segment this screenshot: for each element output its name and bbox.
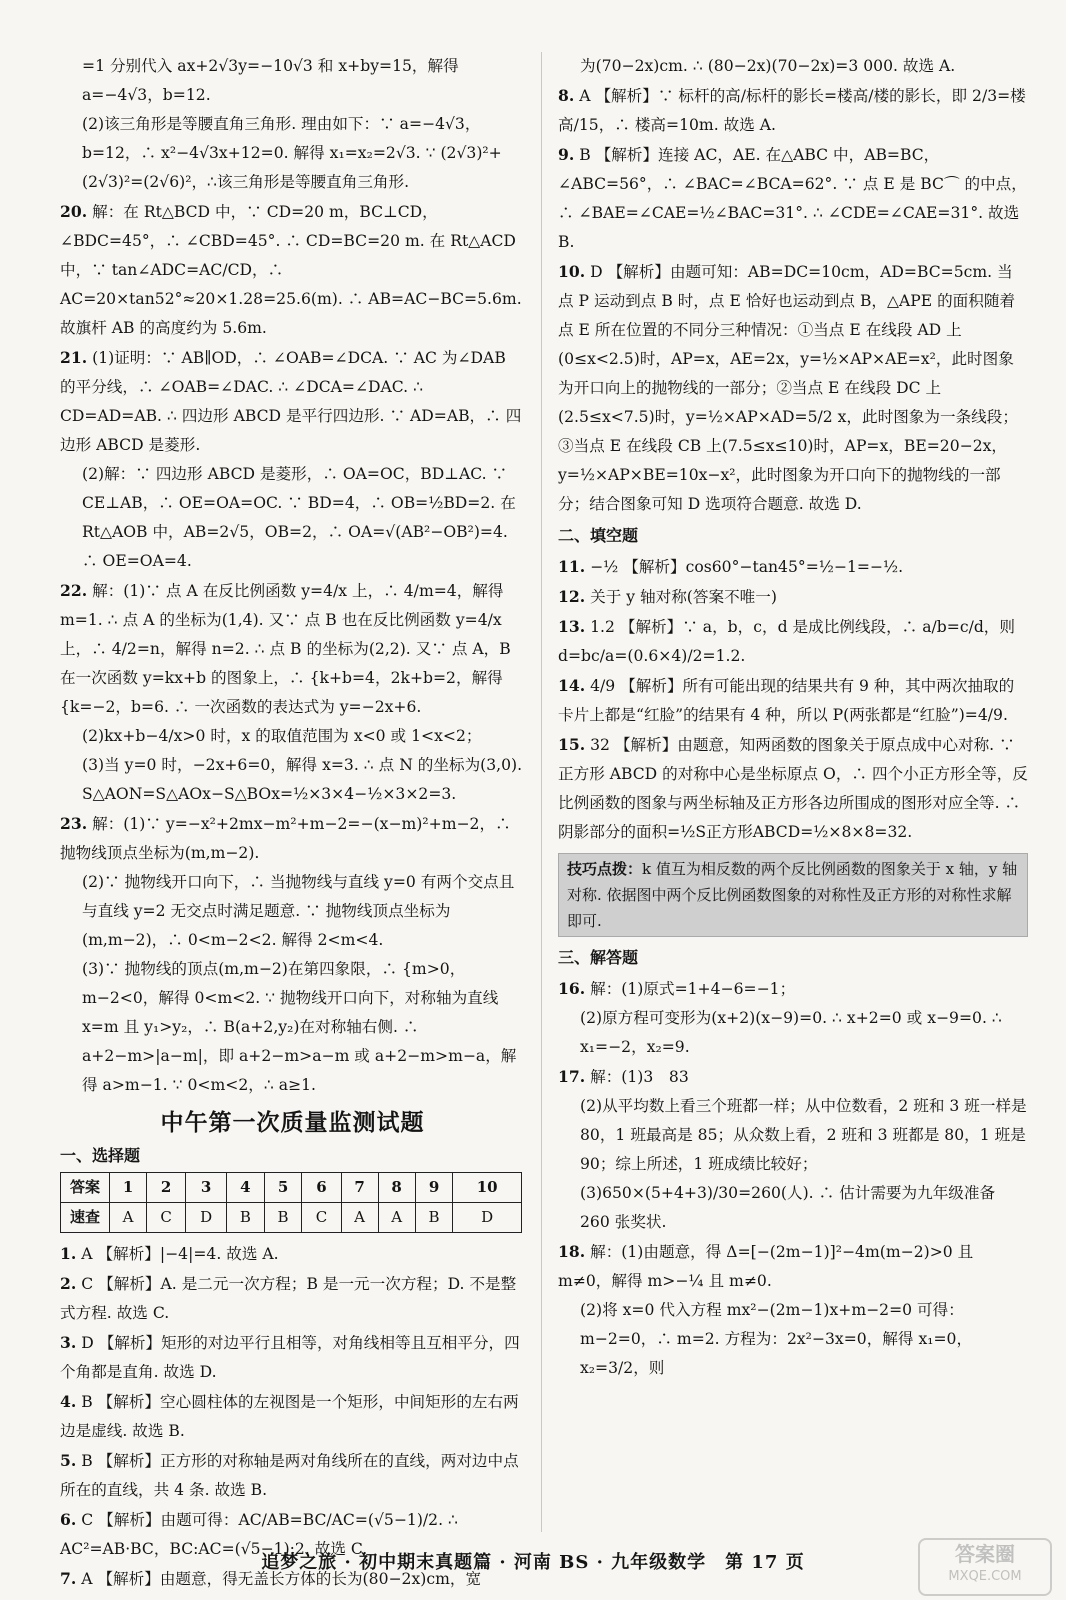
answer-paragraph [558, 612, 1028, 671]
question-number-cell: 9 [415, 1173, 453, 1203]
answer-text: (2)∵ 抛物线开口向下，∴ 当抛物线与直线 y=0 有两个交点且与直线 y=2 无交点时满足题意. ∵ 抛物线顶点坐标为(m,m−2)，∴ 0<m−2<2. 解得 2<m<4. [82, 873, 515, 949]
question-number: 4. [60, 1392, 77, 1411]
answer-paragraph [558, 671, 1028, 730]
question-number: 7. [60, 1569, 77, 1588]
answer-text: (2)解：∵ 四边形 ABCD 是菱形，∴ OA=OC，BD⊥AC. ∵ CE⊥AB，∴ OE=OA=OC. ∵ BD=4，∴ OB=½BD=2. 在 Rt△AOB 中，AB=2√5，OB=2，∴ OA=√(AB²−OB²)=4. ∴ OE=OA=4. [82, 465, 516, 570]
watermark-url: MXQE.COM [948, 1569, 1022, 1584]
answer-paragraph [558, 140, 1028, 257]
answer-paragraph [60, 722, 525, 751]
answer-text: =1 分别代入 ax+2√3y=−10√3 和 x+by=15，解得 a=−4√3，b=12. [82, 57, 459, 104]
answer-paragraph [558, 1092, 1028, 1179]
answer-text: D 【解析】矩形的对边平行且相等，对角线相等且互相平分，四个角都是直角. 故选 D. [60, 1334, 520, 1381]
answer-text: (3)∵ 抛物线的顶点(m,m−2)在第四象限，∴ {m>0，m−2<0，解得 0<m<2. ∵ 抛物线开口向下，对称轴为直线 x=m 且 y₁>y₂，∴ B(a+2,y₂)在对称轴右侧. ∴ a+2−m>|a−m|，即 a+2−m>a−m 或 a+2−m>m−a，解得 a>m−1. ∵ 0<m<2，∴ a≥1. [82, 960, 517, 1094]
answer-paragraph [60, 197, 525, 343]
right-column [558, 52, 1028, 1383]
answer-text: C 【解析】A. 是二元一次方程；B 是一元一次方程；D. 不是整式方程. 故选 C. [60, 1275, 517, 1322]
question-number: 20. [60, 202, 88, 221]
answer-text: 解：在 Rt△BCD 中，∵ CD=20 m，BC⊥CD，∠BDC=45°，∴ ∠CBD=45°. ∴ CD=BC=20 m. 在 Rt△ACD 中，∵ tan∠ADC=AC/CD，∴ AC=20×tan52°≈20×1.28=25.6(m). ∴ AB=AC−BC=5.6m. 故旗杆 AB 的高度约为 5.6m. [60, 203, 522, 337]
answer-paragraph [60, 110, 525, 197]
question-number: 10. [558, 262, 586, 281]
question-number-cell: 3 [186, 1173, 227, 1203]
answer-paragraph [558, 1237, 1028, 1296]
answer-text: D 【解析】由题可知：AB=DC=10cm，AD=BC=5cm. 当点 P 运动到点 B 时，点 E 恰好也运动到点 B，△APE 的面积随着点 E 所在位置的不同分三种情况：①当点 E 在线段 AD 上(0≤x<2.5)时，AP=x，AE=2x，y=½×AP×AE=x²，此时图象为开口向上的抛物线的一部分；②当点 E 在线段 DC 上(2.5≤x<7.5)时，y=½×AP×AD=5/2 x，此时图象为一条线段；③当点 E 在线段 CB 上(7.5≤x≤10)时，AP=x，BE=20−2x，y=½×AP×BE=10x−x²，此时图象为开口向下的抛物线的一部分；结合图象可知 D 选项符合题意. 故选 D. [558, 263, 1018, 513]
answer-text: 关于 y 轴对称(答案不唯一) [590, 588, 777, 606]
answer-paragraph [60, 460, 525, 576]
answer-table-numbers [61, 1173, 522, 1203]
answer-text: 解：(1)3 83 [590, 1068, 689, 1086]
answer-paragraph [60, 868, 525, 955]
answer-table-head: 速查 [61, 1203, 110, 1233]
answer-paragraph [558, 552, 1028, 582]
question-number-cell: 6 [302, 1173, 341, 1203]
answer-cell: B [227, 1203, 265, 1233]
answer-paragraph [558, 1004, 1028, 1062]
answer-text: A 【解析】|−4|=4. 故选 A. [81, 1245, 279, 1263]
answer-cell: D [453, 1203, 522, 1233]
answer-paragraph [60, 1446, 525, 1505]
column-divider [541, 52, 542, 1532]
question-number-cell: 4 [227, 1173, 265, 1203]
answer-text: B 【解析】正方形的对称轴是两对角线所在的直线，两对边中点所在的直线，共 4 条. 故选 B. [60, 1452, 519, 1499]
answer-text: −½ 【解析】cos60°−tan45°=½−1=−½. [590, 558, 904, 576]
tip-text: k 值互为相反数的两个反比例函数的图象关于 x 轴，y 轴对称. 依据图中两个反比例函数图象的对称性及正方形的对称性求解即可. [567, 860, 1018, 930]
question-number-cell: 8 [378, 1173, 415, 1203]
watermark-logo [918, 1538, 1052, 1596]
answer-cell: C [147, 1203, 186, 1233]
question-number: 16. [558, 979, 586, 998]
answer-text: (3)当 y=0 时，−2x+6=0，解得 x=3. ∴ 点 N 的坐标为(3,0). S△AON=S△AOx−S△BOx=½×3×4−½×3×2=3. [82, 756, 523, 803]
exam-heading: 中午第一次质量监测试题 [160, 1109, 425, 1136]
tip-box [558, 853, 1028, 937]
left-column [60, 52, 525, 1594]
question-number-cell: 1 [110, 1173, 147, 1203]
watermark-title: 答案圈 [955, 1542, 1015, 1566]
question-number-cell: 5 [264, 1173, 302, 1203]
question-number: 5. [60, 1451, 77, 1470]
answer-text: (2)将 x=0 代入方程 mx²−(2m−1)x+m−2=0 可得：m−2=0，∴ m=2. 方程为：2x²−3x=0，解得 x₁=0，x₂=3/2，则 [580, 1301, 973, 1377]
answer-cell: A [378, 1203, 415, 1233]
section-solve: 三、解答题 [558, 948, 639, 967]
answer-text: B 【解析】连接 AC，AE. 在△ABC 中，AB=BC，∠ABC=56°，∴ ∠BAC=∠BCA=62°. ∵ 点 E 是 BC⌒ 的中点，∴ ∠BAE=∠CAE=½∠BAC=31°. ∴ ∠CDE=∠CAE=31°. 故选 B. [558, 146, 1027, 251]
answer-text: (1)证明：∵ AB∥OD，∴ ∠OAB=∠DCA. ∵ AC 为∠DAB 的平分线，∴ ∠OAB=∠DAC. ∴ ∠DCA=∠DAC. ∴ CD=AD=AB. ∴ 四边形 ABCD 是平行四边形. ∵ AD=AB，∴ 四边形 ABCD 是菱形. [60, 349, 522, 454]
section-fill-in: 二、填空题 [558, 526, 639, 545]
question-number: 6. [60, 1510, 77, 1529]
answer-table-answers [61, 1203, 522, 1233]
answer-paragraph [60, 955, 525, 1100]
answer-paragraph [60, 809, 525, 868]
answer-paragraph [60, 751, 525, 809]
question-number-cell: 2 [147, 1173, 186, 1203]
answer-text: 为(70−2x)cm. ∴ (80−2x)(70−2x)=3 000. 故选 A. [580, 57, 956, 75]
question-number: 15. [558, 735, 586, 754]
solve-answers [558, 974, 1028, 1383]
left-solutions [60, 52, 525, 1100]
question-number: 9. [558, 145, 575, 164]
answer-text: 1.2 【解析】∵ a，b，c，d 是成比例线段，∴ a/b=c/d，则 d=bc/a=(0.6×4)/2=1.2. [558, 618, 1015, 665]
answer-paragraph [558, 52, 1028, 81]
answer-text: 解：(1)由题意，得 Δ=[−(2m−1)]²−4m(m−2)>0 且 m≠0，解得 m>−¼ 且 m≠0. [558, 1243, 974, 1290]
answer-table-head: 答案 [61, 1173, 110, 1203]
answer-text: (2)该三角形是等腰直角三角形. 理由如下：∵ a=−4√3，b=12，∴ x²−4√3x+12=0. 解得 x₁=x₂=2√3. ∵ (2√3)²+(2√3)²=(2√6)²，∴该三角形是等腰直角三角形. [82, 115, 502, 191]
answer-paragraph [60, 1239, 525, 1269]
answer-text: 4/9 【解析】所有可能出现的结果共有 9 种，其中两次抽取的卡片上都是“红脸”的结果有 4 种，所以 P(两张都是“红脸”)=4/9. [558, 677, 1015, 724]
answer-paragraph [558, 974, 1028, 1004]
question-number: 12. [558, 587, 586, 606]
answer-paragraph [60, 576, 525, 722]
answer-paragraph [558, 730, 1028, 847]
answer-cell: D [186, 1203, 227, 1233]
answer-text: B 【解析】空心圆柱体的左视图是一个矩形，中间矩形的左右两边是虚线. 故选 B. [60, 1393, 519, 1440]
answer-text: A 【解析】由题意，得无盖长方体的长为(80−2x)cm，宽 [81, 1570, 482, 1588]
answer-cell: B [415, 1203, 453, 1233]
answer-text: 解：(1)∵ 点 A 在反比例函数 y=4/x 上，∴ 4/m=4，解得 m=1. ∴ 点 A 的坐标为(1,4). 又∵ 点 B 也在反比例函数 y=4/x 上，∴ 4/2=n，解得 n=2. ∴ 点 B 的坐标为(2,2). 又∵ 点 A，B 在一次函数 y=kx+b 的图象上，∴ {k+b=4，2k+b=2，解得 {k=−2，b=6. ∴ 一次函数的表达式为 y=−2x+6. [60, 582, 511, 716]
answer-cell: A [341, 1203, 378, 1233]
question-number: 23. [60, 814, 88, 833]
answer-paragraph [558, 1296, 1028, 1383]
right-solutions [558, 52, 1028, 519]
question-number: 1. [60, 1244, 77, 1263]
answer-paragraph [558, 81, 1028, 140]
fill-in-answers [558, 552, 1028, 847]
answer-cell: A [110, 1203, 147, 1233]
answer-paragraph [558, 257, 1028, 519]
section-multiple-choice: 一、选择题 [60, 1146, 141, 1165]
answer-paragraph [60, 1328, 525, 1387]
question-number: 18. [558, 1242, 586, 1261]
question-number: 13. [558, 617, 586, 636]
answer-paragraph [60, 1387, 525, 1446]
tip-label: 技巧点拨： [567, 860, 643, 878]
question-number-cell: 7 [341, 1173, 378, 1203]
question-number-cell: 10 [453, 1173, 522, 1203]
answer-cell: B [264, 1203, 302, 1233]
answer-text: (2)从平均数上看三个班都一样；从中位数看，2 班和 3 班一样是 80，1 班最高是 85；从众数上看，2 班和 3 班都是 80，1 班是 90；综上所述，1 班成绩比较好； [580, 1097, 1027, 1173]
question-number: 17. [558, 1067, 586, 1086]
answer-table [60, 1172, 522, 1233]
question-number: 22. [60, 581, 88, 600]
question-number: 11. [558, 557, 586, 576]
answer-paragraph [558, 1062, 1028, 1092]
question-number: 14. [558, 676, 586, 695]
answer-cell: C [302, 1203, 341, 1233]
question-number: 8. [558, 86, 575, 105]
answer-text: (2)kx+b−4/x>0 时，x 的取值范围为 x<0 或 1<x<2； [82, 727, 482, 745]
answer-paragraph [60, 343, 525, 460]
answer-text: 解：(1)∵ y=−x²+2mx−m²+m−2=−(x−m)²+m−2，∴ 抛物线顶点坐标为(m,m−2). [60, 815, 511, 862]
question-number: 21. [60, 348, 88, 367]
question-number: 2. [60, 1274, 77, 1293]
answer-text: (2)原方程可变形为(x+2)(x−9)=0. ∴ x+2=0 或 x−9=0. ∴ x₁=−2，x₂=9. [580, 1009, 1002, 1056]
answer-text: 解：(1)原式=1+4−6=−1； [590, 980, 796, 998]
page-footer: 追梦之旅 · 初中期末真题篇 · 河南 BS · 九年级数学 第 17 页 [261, 1552, 805, 1573]
answer-paragraph [558, 582, 1028, 612]
answer-paragraph [60, 1269, 525, 1328]
answer-paragraph [60, 52, 525, 110]
choice-explanations [60, 1239, 525, 1594]
answer-text: 32 【解析】由题意，知两函数的图象关于原点成中心对称. ∵ 正方形 ABCD 的对称中心是坐标原点 O，∴ 四个小正方形全等，反比例函数的图象与两坐标轴及正方形各边所围成的图形对应全等. ∴ 阴影部分的面积=½S正方形ABCD=½×8×8=32. [558, 736, 1028, 841]
answer-text: A 【解析】∵ 标杆的高/标杆的影长=楼高/楼的影长，即 2/3=楼高/15，∴ 楼高=10m. 故选 A. [558, 87, 1026, 134]
answer-paragraph [558, 1179, 1028, 1237]
question-number: 3. [60, 1333, 77, 1352]
answer-text: C 【解析】由题可得：AC/AB=BC/AC=(√5−1)/2. ∴ AC²=AB·BC，BC:AC=(√5−1):2. 故选 C. [60, 1511, 458, 1558]
answer-text: (3)650×(5+4+3)/30=260(人). ∴ 估计需要为九年级准备 260 张奖状. [580, 1184, 996, 1231]
